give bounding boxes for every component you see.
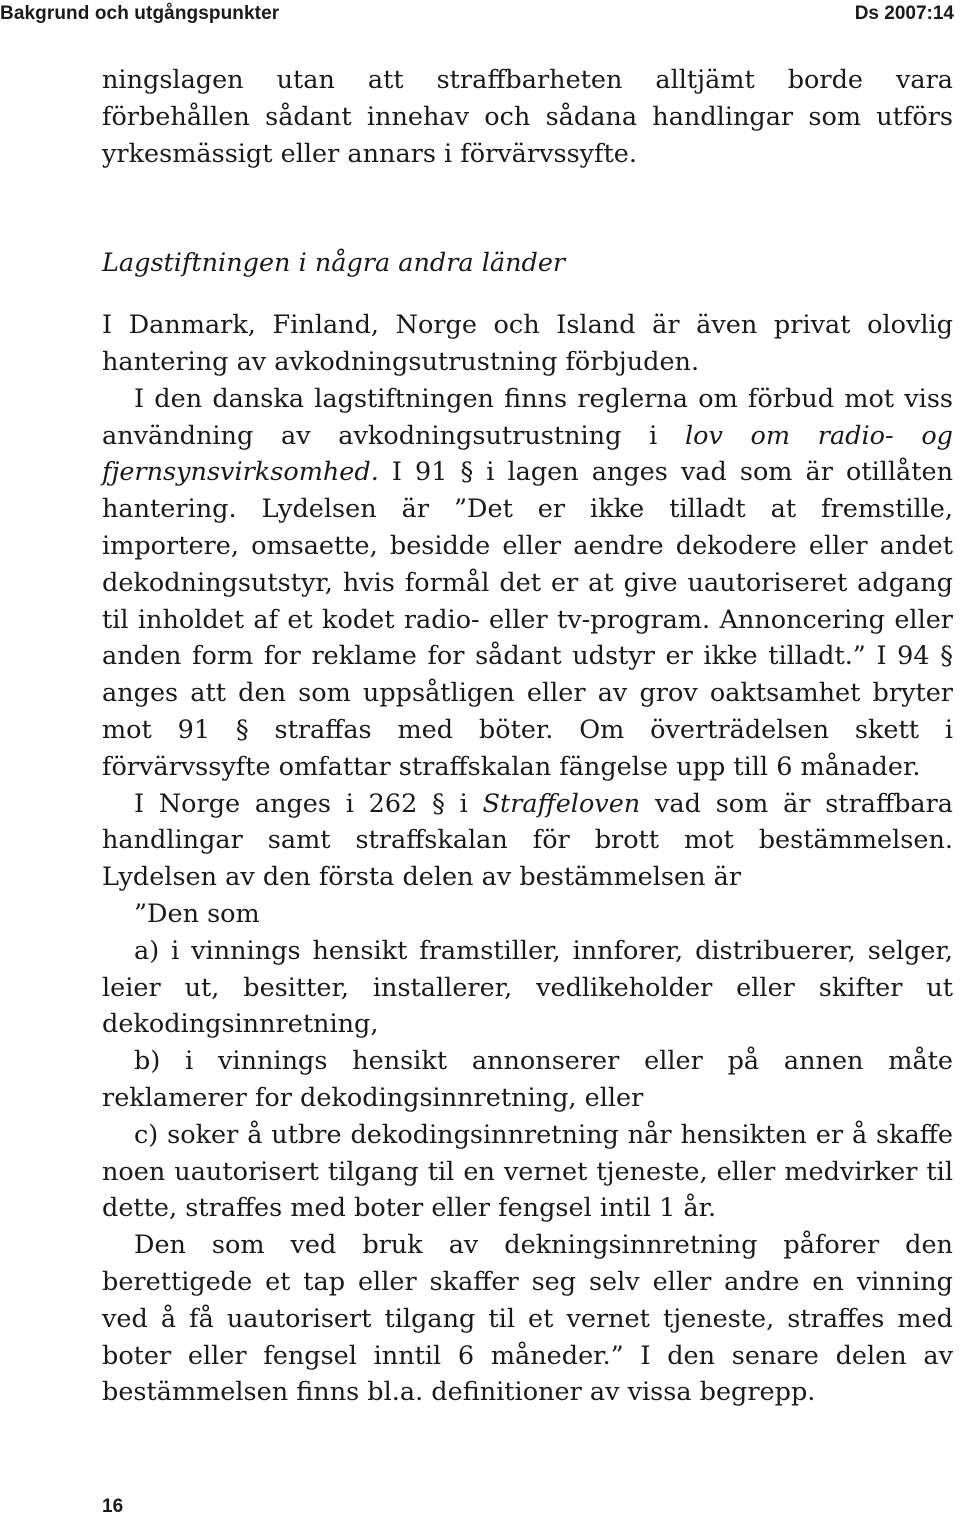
running-header-doc-id: Ds 2007:14 [854, 3, 954, 24]
quote-item-a: a) i vinnings hensikt framstiller, innforer, distribuerer, selger, leier ut, besitter, installerer, vedlikeholder eller skifter ut dekodingsinnretning, [102, 935, 953, 1040]
quote-intro: ”Den som [134, 898, 260, 929]
paragraph-danish-law [102, 381, 953, 786]
danish-law-text-b: I 91 § i lagen anges vad som är otillåten hantering. Lydelsen är ”Det er ikke tilladt at fremstille, importere, omsaette, besidde eller aendre dekodere eller andet dekodningsutstyr, hvis formål det er at give uautoriseret adgang til inholdet af et kodet radio- eller tv-program. Annoncering eller anden form for reklame for sådant udstyr er ikke tilladt.” I 94 § anges att den som uppsåtligen eller av grov oaktsamhet bryter mot 91 § straffas med böter. Om överträdelsen skett i förvärvssyfte omfattar straffskalan fängelse upp till 6 månader. [102, 457, 953, 782]
danish-law-title: lov om radio- og fjernsynsvirksomhed. [102, 420, 954, 488]
quote-item-c: c) soker å utbre dekodingsinnretning når hensikten er å skaffe noen uautorisert tilgang til en vernet tjeneste, eller medvirker til dette, straffes med boter eller fengsel intil 1 år. [102, 1119, 953, 1224]
quote-final-paragraph: Den som ved bruk av dekningsinnretning påforer den berettigede et tap eller skaffer seg selv eller andre en vinning ved å få uautorisert tilgang til et vernet tjeneste, straffes med boter eller fengsel inntil 6 måneder.” I den senare delen av bestämmelsen finns bl.a. definitioner av vissa begrepp. [102, 1230, 953, 1408]
danish-law-text-a: I den danska lagstiftningen finns reglerna om förbud mot viss användning av avkodningsutrustning i [102, 383, 953, 451]
paragraph-norwegian-law [102, 786, 953, 896]
section-heading: Lagstiftningen i några andra länder [102, 248, 566, 279]
page-body [102, 62, 953, 1411]
quote-item-b: b) i vinnings hensikt annonserer eller på annen måte reklamerer for dekodingsinnretning, eller [102, 1046, 953, 1113]
norwegian-law-title: Straffeloven [482, 788, 641, 819]
norwegian-law-text-b: vad som är straffbara handlingar samt straffskalan för brott mot bestämmelsen. Lydelsen av den första delen av bestämmelsen är [102, 788, 953, 893]
paragraph-continuation: ningslagen utan att straffbarheten alltjämt borde vara förbehållen sådant innehav och sådana handlingar som utförs yrkesmässigt eller annars i förvärvssyfte. [102, 65, 953, 169]
running-header-title: Bakgrund och utgångspunkter [0, 3, 280, 24]
norwegian-law-text-a: I Norge anges i 262 § i [134, 788, 483, 819]
page-number: 16 [102, 1496, 124, 1517]
paragraph-nordic-overview: I Danmark, Finland, Norge och Island är även privat olovlig hantering av avkodningsutrustning förbjuden. [102, 310, 953, 377]
